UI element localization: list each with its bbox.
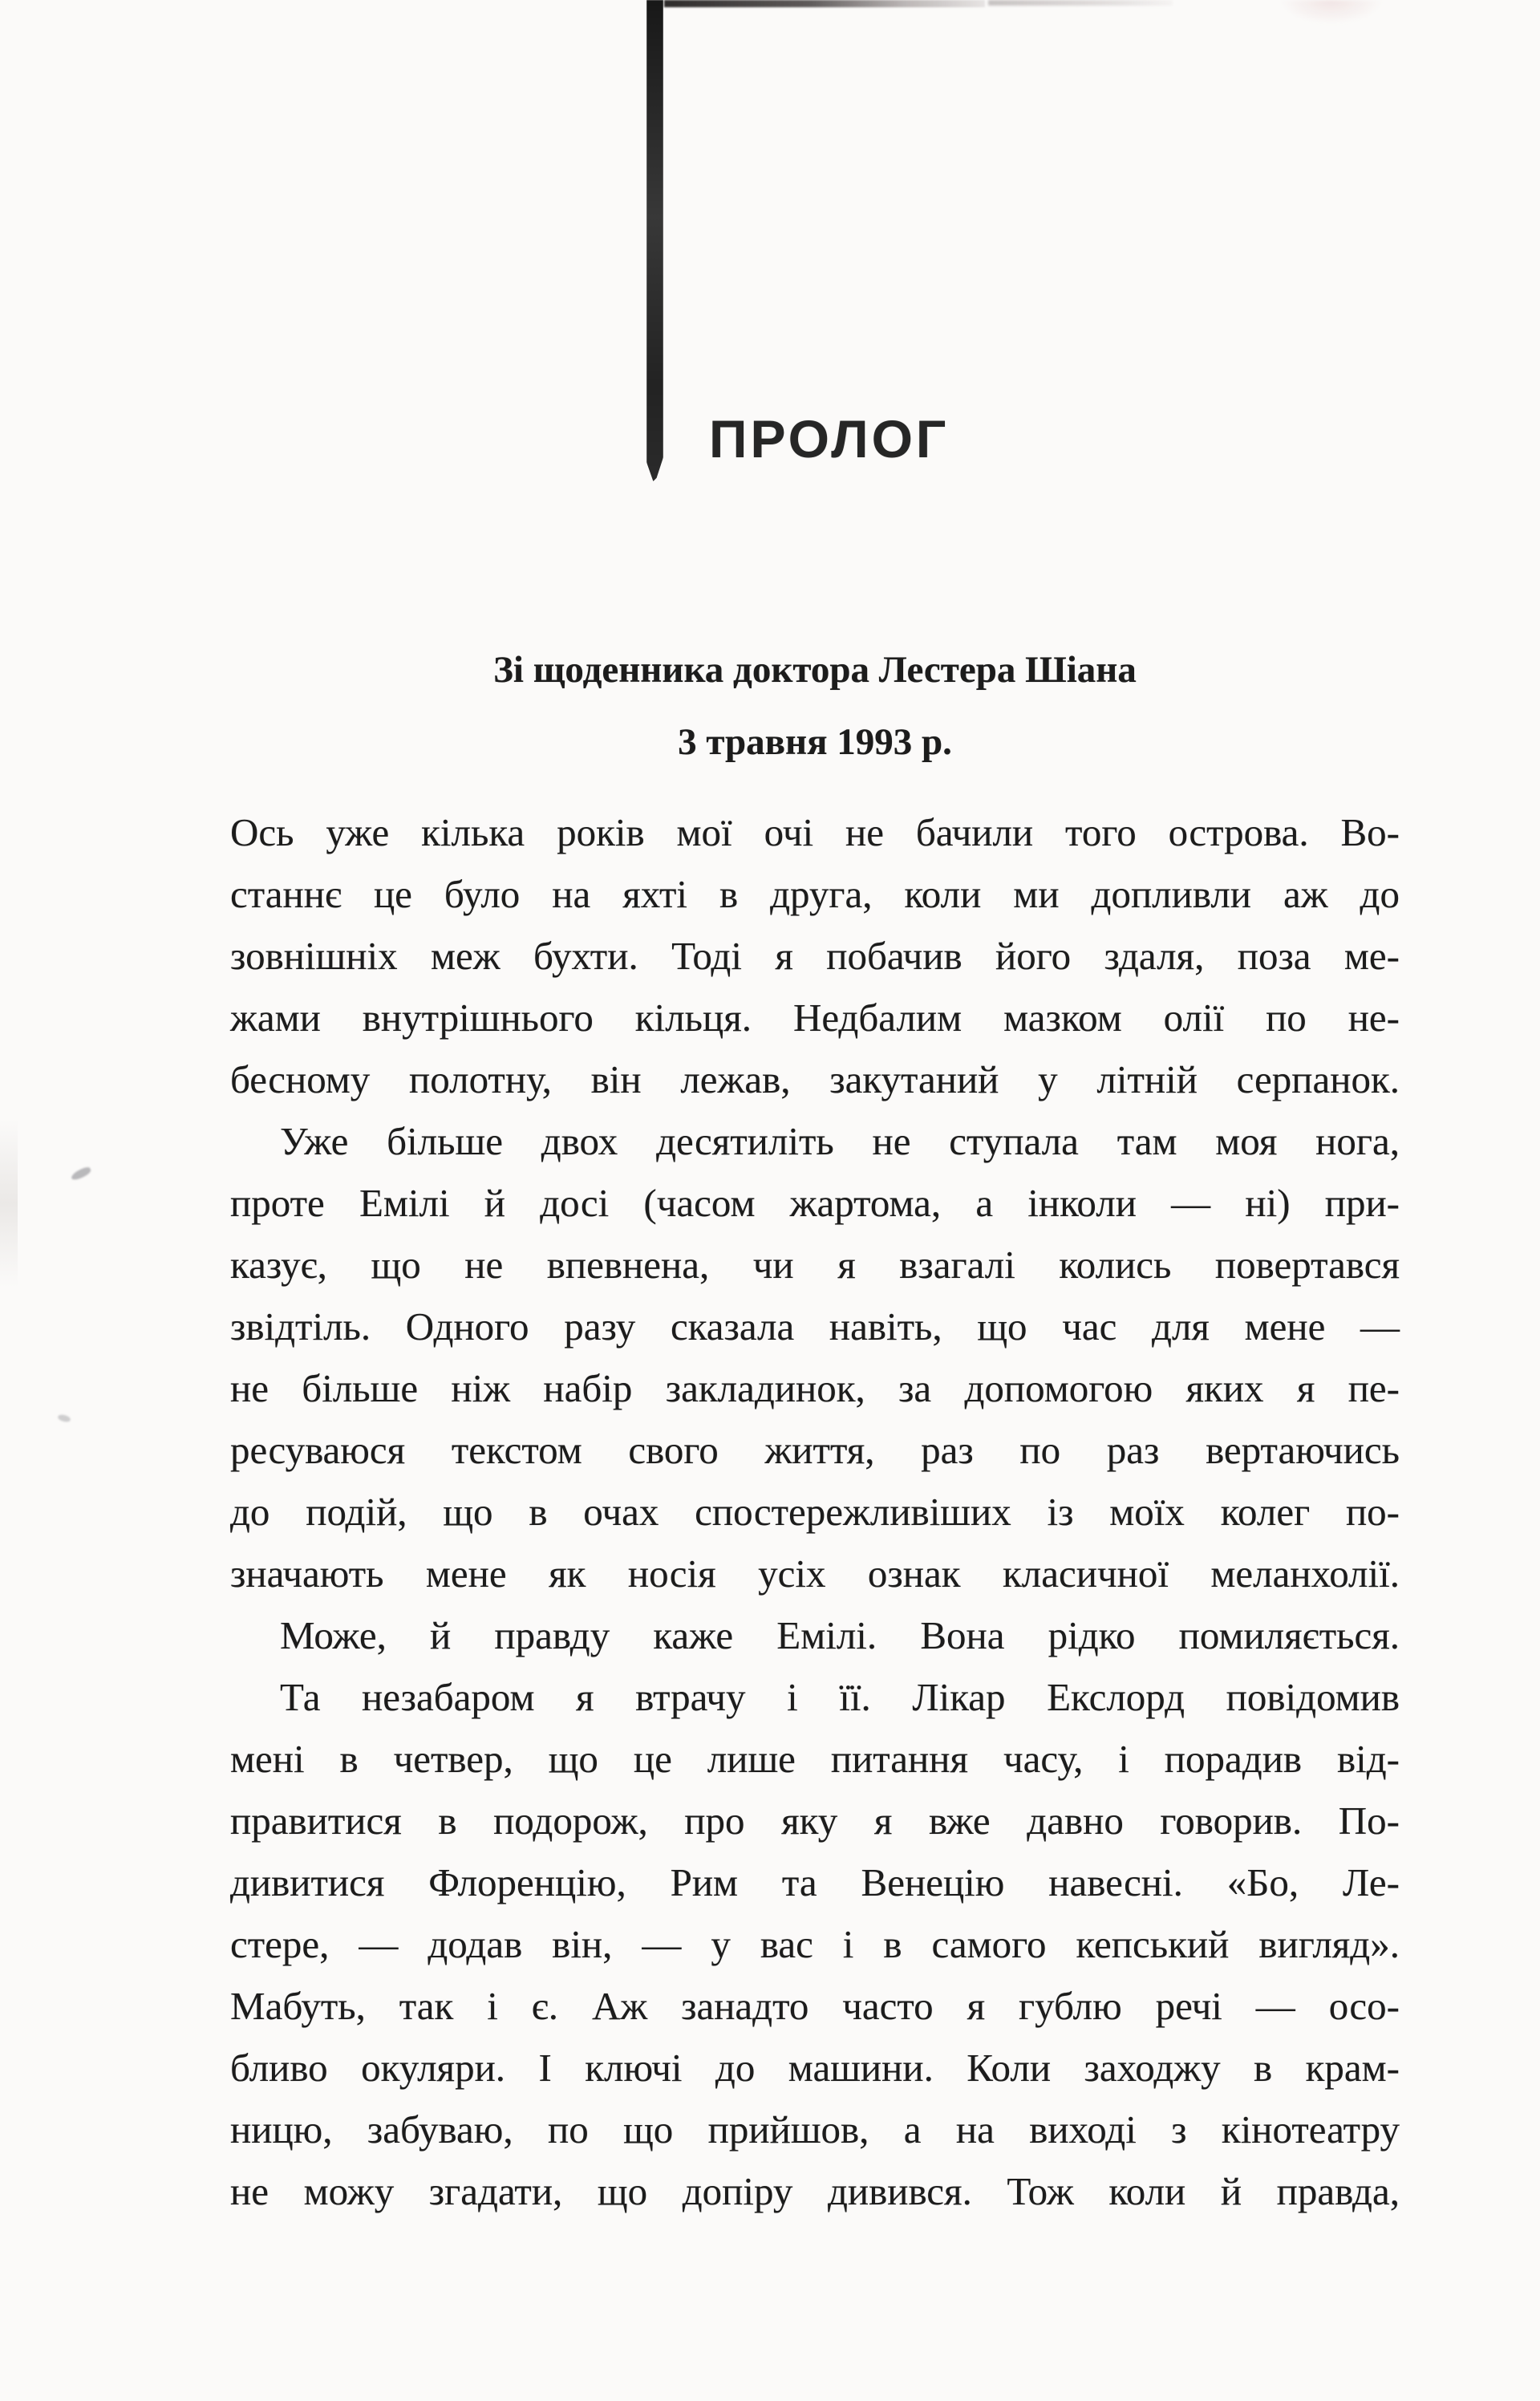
text-line: дивитися Флоренцію, Рим та Венецію навесні. «Бо, Ле- (230, 1860, 1400, 1904)
diary-date-line: 3 травня 1993 р. (678, 721, 952, 763)
text-line: Та незабаром я втрачу і її. Лікар Екслорд повідомив (280, 1675, 1400, 1719)
text-line: стере, — додав він, — у вас і в самого кепський вигляд». (230, 1922, 1400, 1966)
paragraph (230, 1666, 1400, 2037)
paragraph (230, 801, 1400, 1110)
scan-artifact-speck (70, 1166, 92, 1182)
text-line: до подій, що в очах спостережливіших із моїх колег по- (230, 1490, 1400, 1534)
text-line: проте Емілі й досі (часом жартома, а інколи — ні) при- (230, 1181, 1400, 1225)
text-line: не більше ніж набір закладинок, за допомогою яких я пе- (230, 1366, 1400, 1410)
scan-artifact-left (0, 1119, 18, 1288)
text-line: жами внутрішнього кільця. Недбалим мазком олії по не- (230, 996, 1400, 1040)
scan-artifact-top (988, 0, 1173, 6)
scan-artifact-top (1279, 0, 1384, 24)
text-line: казує, що не впевнена, чи я взагалі колись повертався (230, 1243, 1400, 1287)
diary-subtitle (230, 634, 1400, 778)
text-line: станнє це було на яхті в друга, коли ми допливли аж до (230, 872, 1400, 916)
paragraph (230, 1110, 1400, 1604)
diary-source-line: Зі щоденника доктора Лестера Шіана (493, 649, 1137, 691)
paragraph (230, 2037, 1400, 2222)
text-line: Ось уже кілька років мої очі не бачили того острова. Во- (230, 810, 1400, 854)
text-line: бесному полотну, він лежав, закутаний у літній серпанок. (230, 1057, 1400, 1101)
text-line: Може, й правду каже Емілі. Вона рідко помиляється. (280, 1613, 1400, 1657)
text-line: ницю, забуваю, по що прийшов, а на виході з кінотеатру (230, 2107, 1400, 2152)
text-line: Уже більше двох десятиліть не ступала там моя нога, (280, 1119, 1400, 1163)
text-line: звідтіль. Одного разу сказала навіть, що час для мене — (230, 1304, 1400, 1349)
text-line: бливо окуляри. І ключі до машини. Коли заходжу в крам- (230, 2046, 1400, 2090)
text-line: Мабуть, так і є. Аж занадто часто я гублю речі — осо- (230, 1984, 1400, 2028)
scan-artifact-speck (57, 1413, 71, 1423)
text-line: значають мене як носія усіх ознак класичної меланхолії. (230, 1551, 1400, 1596)
chapter-divider-bar (646, 0, 663, 481)
chapter-heading: ПРОЛОГ (709, 409, 950, 468)
text-line: зовнішніх меж бухти. Тоді я побачив його здаля, поза ме- (230, 934, 1400, 978)
text-line: ресуваюся текстом свого життя, раз по раз вертаючись (230, 1428, 1400, 1472)
scan-artifact-top (664, 0, 985, 7)
text-line: не можу згадати, що допіру дивився. Тож коли й правда, (230, 2169, 1400, 2213)
text-line: мені в четвер, що це лише питання часу, і порадив від- (230, 1737, 1400, 1781)
body-text (230, 801, 1400, 2222)
text-line: правитися в подорож, про яку я вже давно говорив. По- (230, 1799, 1400, 1843)
paragraph (230, 1604, 1400, 1666)
